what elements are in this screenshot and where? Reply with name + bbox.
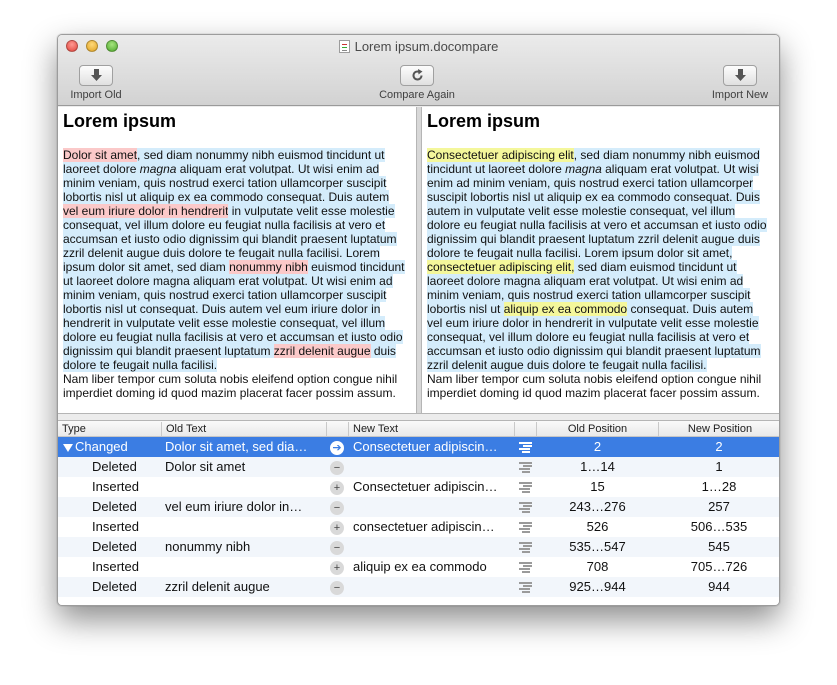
table-body: [58, 437, 779, 597]
document-icon: [339, 40, 350, 53]
refresh-icon: [411, 69, 424, 82]
row-old-text: [165, 477, 323, 497]
download-arrow-icon: [90, 69, 103, 82]
row-old-position: 1…14: [580, 459, 615, 474]
row-old-position: 243…276: [569, 499, 626, 514]
row-old-position: 2: [593, 439, 602, 454]
new-unchanged-text: , sed diam nonummy nibh euismod tincidunt ut laoreet dolore: [427, 148, 760, 176]
row-old-position: 535…547: [569, 539, 626, 554]
column-header-old-position[interactable]: Old Position: [536, 422, 658, 436]
row-op-cell: [330, 577, 344, 597]
row-op-cell: [330, 537, 344, 557]
old-document-body[interactable]: [63, 148, 406, 372]
row-type-label: Inserted: [92, 479, 139, 494]
row-bars-cell: [519, 457, 533, 477]
row-new-text: consectetuer adipiscin…: [353, 519, 495, 534]
row-new-text: [353, 497, 515, 517]
table-row[interactable]: [58, 437, 779, 457]
row-type-label: Deleted: [92, 579, 137, 594]
row-bars-cell: [519, 497, 533, 517]
column-header-new-text[interactable]: New Text: [348, 422, 514, 436]
row-old-text: nonummy nibh: [165, 539, 251, 554]
position-bars-icon: [519, 442, 532, 452]
column-header-bars[interactable]: [514, 422, 536, 436]
position-bars-icon: [519, 482, 532, 492]
row-op-cell: [330, 497, 344, 517]
row-old-text: [165, 517, 323, 537]
row-type-label: Inserted: [92, 559, 139, 574]
new-document-tail: Nam liber tempor cum soluta nobis eleifend option congue nihil imperdiet doming id quod mazim placerat facer possim assum.: [427, 372, 762, 400]
plus-icon: +: [330, 481, 344, 495]
row-bars-cell: [519, 517, 533, 537]
horizontal-splitter[interactable]: [58, 413, 779, 421]
row-type-label: Changed: [75, 439, 128, 454]
compare-again-label: Compare Again: [379, 89, 455, 101]
titlebar: [58, 35, 779, 106]
app-window: [57, 34, 780, 606]
position-bars-icon: [519, 522, 532, 532]
table-row[interactable]: [58, 477, 779, 497]
row-type-label: Deleted: [92, 539, 137, 554]
old-document-heading: Lorem ipsum: [63, 111, 177, 131]
row-new-position: 545: [708, 539, 730, 554]
old-deleted-text: nonummy nibh: [229, 260, 308, 274]
row-new-position: 506…535: [690, 519, 748, 534]
old-unchanged-text: magna: [139, 162, 177, 176]
old-unchanged-text: aliquam erat volutpat. Ut wisi enim ad minim veniam, quis nostrud exerci tation ullamcorper suscipit lobortis nisl ut aliquip ex ea commodo consequat. Duis autem: [63, 162, 390, 204]
old-document-tail: Nam liber tempor cum soluta nobis eleifend option congue nihil imperdiet doming id quod mazim placerat facer possim assum.: [63, 372, 398, 400]
compare-again-button[interactable]: [373, 65, 461, 101]
new-document-heading: Lorem ipsum: [427, 111, 541, 131]
table-row[interactable]: [58, 577, 779, 597]
row-new-position: 2: [715, 439, 723, 454]
plus-icon: +: [330, 521, 344, 535]
new-inserted-text: consectetuer adipiscing elit,: [427, 260, 575, 274]
table-row[interactable]: [58, 497, 779, 517]
row-bars-cell: [519, 477, 533, 497]
new-inserted-text: aliquip ex ea commodo: [503, 302, 628, 316]
row-new-position: 705…726: [690, 559, 748, 574]
row-type-label: Deleted: [92, 499, 137, 514]
row-type-label: Inserted: [92, 519, 139, 534]
position-bars-icon: [519, 582, 532, 592]
row-new-text: [353, 457, 515, 477]
row-new-position: 1…28: [701, 479, 737, 494]
old-unchanged-text: in vulputate velit esse molestie consequat, vel illum dolore eu feugiat nulla facilisis at vero et accumsan et iusto odio dignissim qui blandit praesent luptatum zzril delenit augue duis dolore te feugait nulla facilisi. Lorem ipsum dolor sit amet, sed diam: [63, 204, 397, 274]
position-bars-icon: [519, 462, 532, 472]
old-deleted-text: zzril delenit augue: [273, 344, 371, 358]
row-new-position: 944: [708, 579, 730, 594]
row-new-text: Consectetuer adipiscin…: [353, 479, 498, 494]
column-header-op[interactable]: [326, 422, 348, 436]
position-bars-icon: [519, 502, 532, 512]
row-type-label: Deleted: [92, 459, 137, 474]
minus-icon: −: [330, 581, 344, 595]
row-type: [63, 437, 163, 457]
row-old-position: 708: [586, 559, 609, 574]
row-bars-cell: [519, 437, 533, 457]
row-op-cell: [330, 557, 344, 577]
disclosure-triangle-icon[interactable]: [63, 444, 73, 452]
row-old-position: 925…944: [569, 579, 626, 594]
table-row[interactable]: [58, 557, 779, 577]
row-old-text: zzril delenit augue: [165, 579, 270, 594]
row-old-text: [165, 557, 323, 577]
row-op-cell: [330, 437, 344, 457]
table-row[interactable]: [58, 457, 779, 477]
window-title: [58, 39, 779, 54]
minus-icon: −: [330, 541, 344, 555]
import-old-label: Import Old: [70, 89, 122, 101]
import-new-button[interactable]: [709, 65, 771, 101]
import-new-label: Import New: [711, 89, 769, 101]
column-header-type[interactable]: Type: [62, 423, 86, 435]
old-unchanged-text: , sed diam nonummy nibh euismod tincidunt ut laoreet dolore: [63, 148, 385, 176]
plus-icon: +: [330, 561, 344, 575]
import-old-button[interactable]: [66, 65, 126, 101]
row-op-cell: [330, 517, 344, 537]
row-old-position: 526: [586, 519, 609, 534]
row-new-text: Consectetuer adipiscin…: [353, 439, 498, 454]
row-op-cell: [330, 477, 344, 497]
old-unchanged-text: duis dolore te feugait nulla facilisi.: [63, 344, 396, 372]
row-old-text: Dolor sit amet: [165, 459, 246, 474]
row-new-text: aliquip ex ea commodo: [353, 559, 487, 574]
new-unchanged-text: aliquam erat volutpat. Ut wisi enim ad minim veniam, quis nostrud exerci tation ullamcorper suscipit lobortis nisl ut aliquip ex ea commodo consequat. Duis autem in vulputate velit esse molestie consequat, vel illum dolore eu feugiat nulla facilisis at vero et accumsan et iusto odio dignissim qui blandit praesent luptatum zzril delenit augue duis dolore te feugait nulla facilisi. Lorem ipsum dolor sit amet,: [427, 162, 767, 260]
old-deleted-text: Dolor sit amet: [63, 148, 138, 162]
row-bars-cell: [519, 577, 533, 597]
row-new-text: [353, 537, 515, 557]
table-row[interactable]: [58, 537, 779, 557]
changes-table[interactable]: [58, 421, 779, 606]
row-old-text: vel eum iriure dolor in…: [165, 499, 303, 514]
new-unchanged-text: sed diam euismod tincidunt ut laoreet dolore magna aliquam erat volutpat. Ut wisi enim ad minim veniam, quis nostrud exerci tation ullamcorper suscipit lobortis nisl ut: [427, 260, 751, 316]
row-bars-cell: [519, 537, 533, 557]
old-unchanged-text: euismod tincidunt ut laoreet dolore magna aliquam erat volutpat. Ut wisi enim ad minim veniam, quis nostrud exerci tation ullamcorper suscipit lobortis nisl ut consequat. Duis autem vel eum iriure dolor in hendrerit in vulputate velit esse molestie consequat, vel illum dolore eu feugiat nulla facilisis at vero et accumsan et iusto odio dignissim qui blandit praesent luptatum: [63, 260, 405, 358]
download-arrow-icon: [734, 69, 747, 82]
new-unchanged-text: magna: [565, 162, 602, 176]
new-inserted-text: Consectetuer adipiscing elit: [427, 148, 574, 162]
row-op-cell: [330, 457, 344, 477]
row-old-text: Dolor sit amet, sed dia…: [165, 439, 308, 454]
new-document-pane[interactable]: [422, 107, 780, 413]
arrow-icon: ➔: [330, 441, 344, 455]
row-bars-cell: [519, 557, 533, 577]
column-header-old-text[interactable]: Old Text: [161, 422, 326, 436]
row-new-position: 1: [715, 459, 723, 474]
row-old-position: 15: [590, 479, 605, 494]
comparison-panes: [58, 107, 779, 413]
minus-icon: −: [330, 461, 344, 475]
row-new-text: [353, 577, 515, 597]
position-bars-icon: [519, 542, 532, 552]
window-title-text: Lorem ipsum.docompare: [354, 39, 499, 54]
new-unchanged-text: consequat. Duis autem vel eum iriure dolor in hendrerit in vulputate velit esse molestie consequat, vel illum dolore eu feugiat nulla facilisis at vero et accumsan et iusto odio dignissim qui blandit praesent luptatum zzril delenit augue duis dolore te feugait nulla facilisi.: [427, 302, 761, 372]
row-new-position: 257: [708, 499, 730, 514]
table-header: [58, 421, 779, 437]
minus-icon: −: [330, 501, 344, 515]
column-header-new-position[interactable]: New Position: [658, 422, 780, 436]
table-row[interactable]: [58, 517, 779, 537]
old-deleted-text: vel eum iriure dolor in hendrerit: [63, 204, 229, 218]
position-bars-icon: [519, 562, 532, 572]
old-document-pane[interactable]: [58, 107, 416, 413]
new-document-body[interactable]: [427, 148, 770, 372]
